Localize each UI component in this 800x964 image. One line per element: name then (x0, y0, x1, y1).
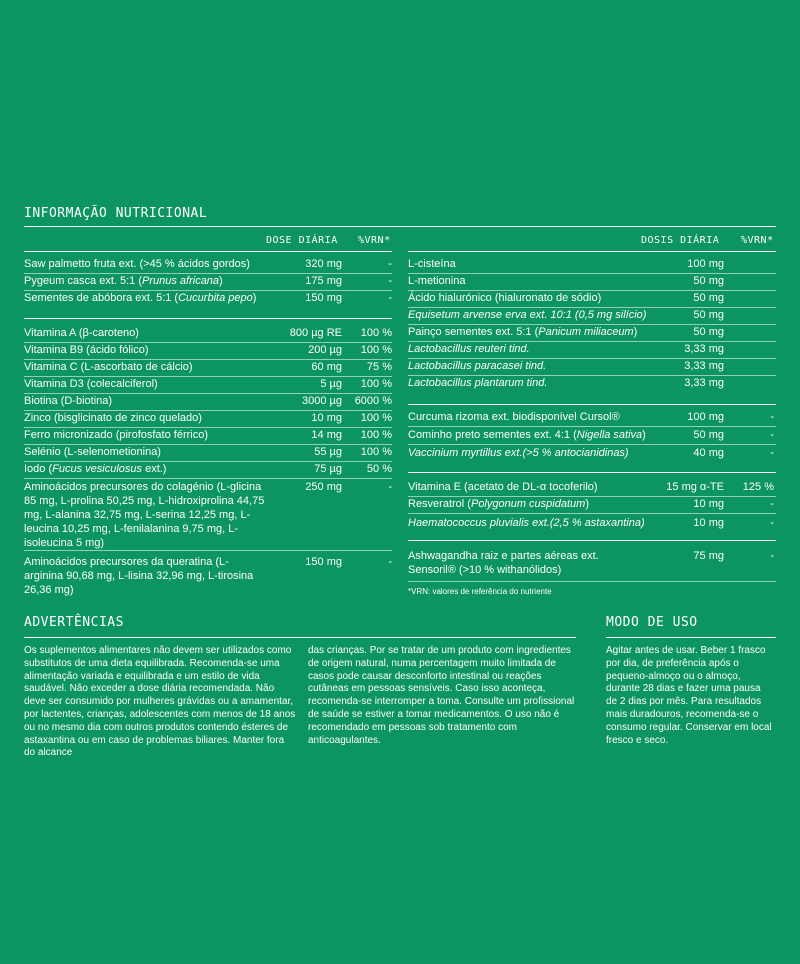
row-name: Lactobacillus reuteri tind. (408, 343, 530, 355)
table-row (24, 555, 392, 597)
row-dose: 250 mg (305, 481, 342, 493)
row-name: Resveratrol (Polygonum cuspidatum) (408, 498, 589, 510)
table-row (24, 326, 392, 340)
table-row (408, 274, 774, 288)
row-name: Biotina (D-biotina) (24, 395, 113, 407)
table-row (408, 257, 774, 271)
latin-name: Nigella sativa (576, 429, 643, 441)
latin-name: Fucus vesiculosus (52, 463, 143, 475)
row-dose: 5 µg (320, 378, 342, 390)
warnings-title: ADVERTÊNCIAS (24, 615, 124, 630)
table-row (24, 445, 392, 459)
table-row (408, 325, 774, 339)
latin-name: Cucurbita pepo (178, 292, 253, 304)
row-dose: 40 mg (693, 447, 724, 459)
row-vrn: 100 % (360, 327, 392, 339)
row-divider (24, 478, 392, 479)
row-name: Equisetum arvense erva ext. 10:1 (0,5 mg silício) (408, 309, 647, 321)
warnings-text-col2: das crianças. Por se tratar de um produto com ingredientes de origem natural, numa percentagem muito limitada de casos pode causar desconforto intestinal ou reações cutâneas em pessoas sensíveis. Caso isso aconteça, recomenda-se interromper a toma. Consulte um profissional de saúde se estiver a tomar medicamentos. O uso não é recomendado em pessoas sob tratamento com anticoagulantes. (308, 645, 575, 746)
table-row (408, 446, 774, 460)
row-name: Sementes de abóbora ext. 5:1 (Cucurbita pepo) (24, 292, 257, 304)
row-vrn: 100 % (360, 378, 392, 390)
right-header-divider (408, 251, 776, 252)
group-divider (408, 404, 776, 405)
row-dose: 200 µg (308, 344, 342, 356)
row-divider (24, 550, 392, 551)
title-divider (24, 226, 776, 227)
row-vrn: 50 % (366, 463, 392, 475)
row-dose: 800 µg RE (289, 327, 342, 339)
table-row (408, 410, 774, 424)
usage-title: MODO DE USO (606, 615, 698, 630)
table-row (24, 343, 392, 357)
row-name: Selénio (L-selenometionina) (24, 446, 161, 458)
table-row (24, 257, 392, 271)
row-vrn: 6000 % (354, 395, 392, 407)
row-name: Ashwagandha raiz e partes aéreas ext. Sensoril® (>10 % withanólidos) (408, 550, 599, 576)
table-row (408, 480, 774, 494)
row-dose: 3,33 mg (684, 377, 724, 389)
table-row (408, 497, 774, 511)
row-vrn: - (770, 429, 774, 441)
row-vrn: - (388, 481, 392, 493)
row-name: Haematococcus pluvialis ext.(2,5 % astaxantina) (408, 517, 645, 529)
row-dose: 75 µg (314, 463, 342, 475)
row-name: Iodo (Fucus vesiculosus ext.) (24, 463, 167, 475)
row-name: Vitamina B9 (ácido fólico) (24, 344, 149, 356)
row-name: L-cisteína (408, 258, 456, 270)
row-vrn: - (388, 275, 392, 287)
table-row (24, 360, 392, 374)
table-row (408, 549, 774, 577)
row-vrn: - (388, 556, 392, 568)
row-divider (408, 426, 776, 427)
table-row (408, 516, 774, 530)
row-dose: 10 mg (693, 517, 724, 529)
latin-name: Panicum miliaceum (538, 326, 634, 338)
row-name: Zinco (bisglicinato de zinco quelado) (24, 412, 202, 424)
row-dose: 14 mg (311, 429, 342, 441)
row-dose: 100 mg (687, 258, 724, 270)
row-vrn: 125 % (742, 481, 774, 493)
table-row (408, 359, 774, 373)
group-divider (408, 540, 776, 541)
row-vrn: 100 % (360, 429, 392, 441)
row-dose: 3,33 mg (684, 360, 724, 372)
table-row (24, 428, 392, 442)
table-row (408, 428, 774, 442)
latin-name: Polygonum cuspidatum (470, 498, 586, 510)
left-header-dose: DOSE DIÁRIA (266, 235, 338, 246)
row-name: Vaccinium myrtillus ext.(>5 % antocianidinas) (408, 447, 629, 459)
row-dose: 50 mg (693, 309, 724, 321)
row-name: Lactobacillus paracasei tind. (408, 360, 547, 372)
row-name: Vitamina D3 (colecalciferol) (24, 378, 158, 390)
row-name: Ácido hialurónico (hialuronato de sódio) (408, 292, 602, 304)
table-row (24, 480, 392, 550)
row-vrn: 100 % (360, 446, 392, 458)
row-name: Vitamina A (β-caroteno) (24, 327, 139, 339)
row-name: Lactobacillus plantarum tind. (408, 377, 548, 389)
usage-text: Agitar antes de usar. Beber 1 frasco por dia, de preferência após o pequeno-almoço ou o almoço, durante 28 dias e fazer uma pausa de 2 dias por mês. Para resultados mais duradouros, recomenda-se o consumo regular. Conservar em local fresco e seco. (606, 645, 772, 746)
row-dose: 100 mg (687, 411, 724, 423)
table-row (24, 462, 392, 476)
row-vrn: - (770, 447, 774, 459)
row-vrn: - (770, 517, 774, 529)
vrn-footnote: *VRN: valores de referência do nutriente (408, 587, 552, 596)
row-dose: 75 mg (693, 550, 724, 562)
row-dose: 150 mg (305, 292, 342, 304)
table-row (24, 291, 392, 305)
table-row (408, 376, 774, 390)
row-name: Curcuma rizoma ext. biodisponível Cursol® (408, 411, 620, 423)
row-vrn: - (770, 411, 774, 423)
row-dose: 3,33 mg (684, 343, 724, 355)
row-dose: 320 mg (305, 258, 342, 270)
usage-divider (606, 637, 776, 638)
row-vrn: - (388, 258, 392, 270)
row-dose: 150 mg (305, 556, 342, 568)
table-row (24, 377, 392, 391)
row-dose: 3000 µg (302, 395, 342, 407)
row-vrn: 100 % (360, 412, 392, 424)
table-row (408, 291, 774, 305)
row-dose: 15 mg α-TE (666, 481, 724, 493)
row-name: Saw palmetto fruta ext. (>45 % ácidos gordos) (24, 258, 250, 270)
row-dose: 50 mg (693, 275, 724, 287)
row-name: Cominho preto sementes ext. 4:1 (Nigella sativa) (408, 429, 646, 441)
left-header-divider (24, 251, 392, 252)
group-divider (408, 472, 776, 473)
group-divider (24, 318, 392, 319)
row-name: Painço sementes ext. 5:1 (Panicum miliaceum) (408, 326, 638, 338)
row-name: Vitamina C (L-ascorbato de cálcio) (24, 361, 193, 373)
row-dose: 60 mg (311, 361, 342, 373)
right-header-dose: DOSIS DIÁRIA (641, 235, 720, 246)
row-vrn: 75 % (366, 361, 392, 373)
row-dose: 50 mg (693, 429, 724, 441)
nutrition-title: INFORMAÇÃO NUTRICIONAL (24, 206, 208, 221)
row-dose: 10 mg (311, 412, 342, 424)
row-vrn: - (388, 292, 392, 304)
row-name: Aminoácidos precursores do colagénio (L-glicina 85 mg, L-prolina 50,25 mg, L-hidroxiprolina 44,75 mg, L-alanina 32,75 mg, L-serina 12,25 mg, L-leucina 10,25 mg, L-fenilalanina 9,75 mg, L-isoleucina 5 mg) (24, 481, 265, 549)
warnings-divider (24, 637, 576, 638)
table-row (408, 342, 774, 356)
latin-name: Prunus africana (142, 275, 220, 287)
row-name: Pygeum casca ext. 5:1 (Prunus africana) (24, 275, 223, 287)
row-vrn: - (770, 550, 774, 562)
table-row (24, 274, 392, 288)
row-dose: 175 mg (305, 275, 342, 287)
table-row (24, 394, 392, 408)
row-dose: 50 mg (693, 292, 724, 304)
row-divider (408, 513, 776, 514)
row-vrn: - (770, 498, 774, 510)
row-name: Aminoácidos precursores da queratina (L-arginina 90,68 mg, L-lisina 32,96 mg, L-tirosina 26,36 mg) (24, 556, 254, 596)
table-row (408, 308, 774, 322)
row-dose: 10 mg (693, 498, 724, 510)
row-divider (408, 581, 776, 582)
left-header-vrn: %VRN* (358, 235, 391, 246)
row-divider (408, 444, 776, 445)
row-dose: 55 µg (314, 446, 342, 458)
row-name: Vitamina E (acetato de DL-α tocoferilo) (408, 481, 598, 493)
row-name: Ferro micronizado (pirofosfato férrico) (24, 429, 209, 441)
row-vrn: 100 % (360, 344, 392, 356)
warnings-text-col1: Os suplementos alimentares não devem ser utilizados como substitutos de uma dieta equilibrada. Recomenda-se uma alimentação variada e equilibrada e um estilo de vida saudável. Não exceder a dose diária recomendada. Não deve ser consumido por mulheres grávidas ou a amamentar, por lactentes, crianças, adolescentes com menos de 18 anos ou no mesmo dia com outros produtos contendo ésteres de astaxantina ou em caso de problemas biliares. Manter fora do alcance (24, 645, 296, 759)
row-name: L-metionina (408, 275, 466, 287)
right-header-vrn: %VRN* (741, 235, 774, 246)
table-row (24, 411, 392, 425)
row-dose: 50 mg (693, 326, 724, 338)
